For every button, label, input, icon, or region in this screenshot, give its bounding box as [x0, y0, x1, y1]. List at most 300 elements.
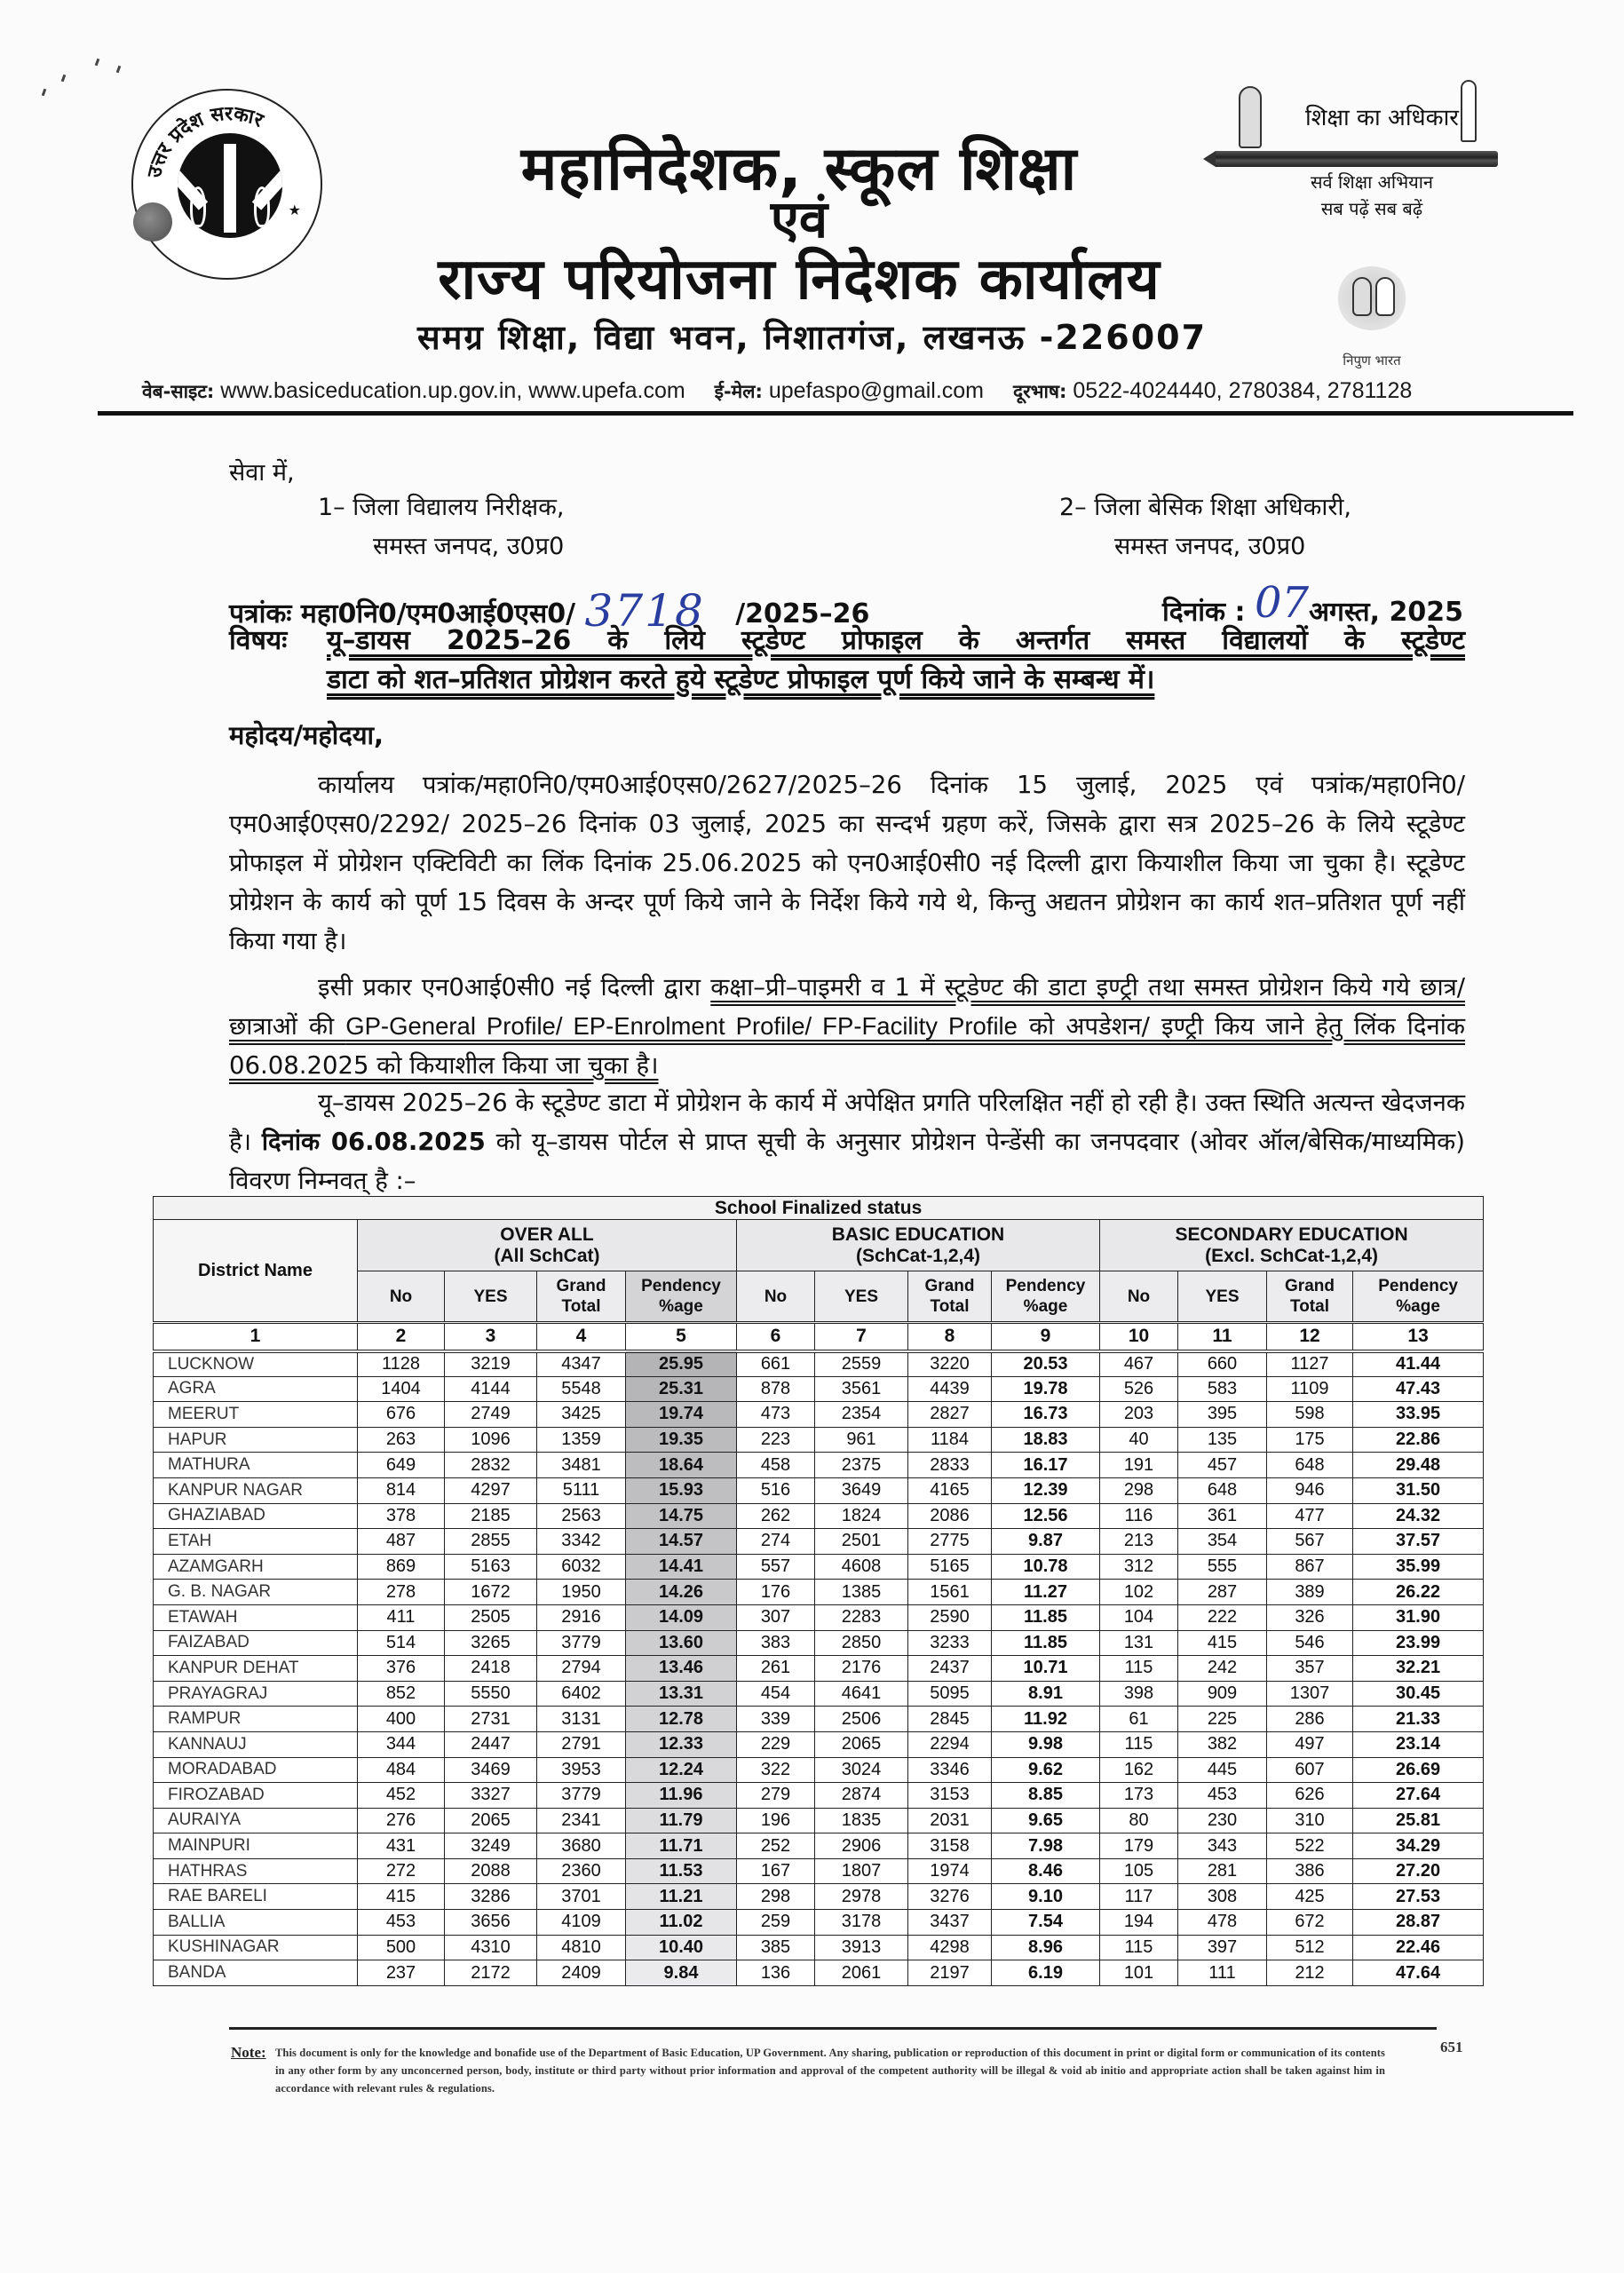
ssa-slogan: [1292, 169, 1452, 222]
count-cell: 1672: [445, 1580, 537, 1605]
overall-pendency-cell: 25.95: [626, 1351, 737, 1377]
pendency-cell: 47.43: [1353, 1376, 1484, 1402]
overall-pendency-cell: 19.35: [626, 1427, 737, 1453]
count-cell: 102: [1100, 1580, 1178, 1605]
count-cell: 389: [1267, 1580, 1353, 1605]
group-header-secondary: [1100, 1220, 1484, 1271]
count-cell: 1404: [358, 1376, 445, 1402]
count-cell: 136: [737, 1960, 815, 1986]
ref-suffix: /2025–26: [735, 598, 870, 630]
count-cell: 514: [358, 1630, 445, 1656]
svg-text:उत्तर प्रदेश सरकार: उत्तर प्रदेश सरकार: [143, 102, 266, 180]
pendency-cell: 7.98: [992, 1833, 1100, 1859]
sub-header-no: [1100, 1271, 1178, 1323]
district-name-cell: FIROZABAD: [154, 1783, 358, 1809]
sub-header-pendency: [1353, 1271, 1484, 1323]
count-cell: 661: [737, 1351, 815, 1377]
pendency-cell: 16.73: [992, 1402, 1100, 1428]
girl-reading-icon: [1239, 86, 1262, 148]
count-cell: 2833: [908, 1453, 992, 1478]
count-cell: 5163: [445, 1554, 537, 1580]
overall-pendency-cell: 11.53: [626, 1858, 737, 1884]
pendency-cell: 31.50: [1353, 1477, 1484, 1503]
overall-pendency-cell: 11.79: [626, 1808, 737, 1833]
pendency-cell: 29.48: [1353, 1453, 1484, 1478]
count-cell: 431: [358, 1833, 445, 1859]
count-cell: 307: [737, 1604, 815, 1630]
count-cell: 229: [737, 1731, 815, 1757]
count-cell: 274: [737, 1529, 815, 1555]
count-cell: 2061: [815, 1960, 908, 1986]
table-bottom-rule: [229, 2027, 1437, 2030]
count-cell: 2172: [445, 1960, 537, 1986]
count-cell: 115: [1100, 1731, 1178, 1757]
count-cell: 3342: [537, 1529, 626, 1555]
paragraph-2-underlined-en: GP-General Profile/ EP-Enrolment Profile/ FP-Facility Profile: [345, 1012, 1018, 1040]
district-name-cell: MATHURA: [154, 1453, 358, 1478]
count-cell: 2855: [445, 1529, 537, 1555]
count-cell: 40: [1100, 1427, 1178, 1453]
count-cell: 286: [1267, 1707, 1353, 1732]
group-secondary-line1: SECONDARY EDUCATION: [1175, 1224, 1408, 1245]
count-cell: 203: [1100, 1402, 1178, 1428]
count-cell: 261: [737, 1656, 815, 1682]
count-cell: 3233: [908, 1630, 992, 1656]
count-cell: 909: [1178, 1681, 1267, 1707]
table-title: School Finalized status: [154, 1197, 1484, 1220]
count-cell: 263: [358, 1427, 445, 1453]
sub-header-grand: [1267, 1271, 1353, 1323]
count-cell: 453: [1178, 1783, 1267, 1809]
paragraph-2-underlined-2: को अपडेशन/ इण्ट्री किय जाने हेतु लिंक दिनांक 06.08.2025 को कियाशील किया जा चुका है।: [229, 1012, 1465, 1080]
count-cell: 252: [737, 1833, 815, 1859]
count-cell: 607: [1267, 1757, 1353, 1783]
paragraph-1: [229, 765, 1465, 961]
sub-header-line2: Total: [561, 1297, 601, 1316]
overall-pendency-cell: 15.93: [626, 1477, 737, 1503]
count-cell: 1835: [815, 1808, 908, 1833]
count-cell: 115: [1100, 1656, 1178, 1682]
ssa-line1: सर्व शिक्षा अभियान: [1310, 171, 1434, 193]
column-number: 4: [537, 1323, 626, 1351]
letterhead: [0, 0, 1624, 426]
count-cell: 1307: [1267, 1681, 1353, 1707]
count-cell: 878: [737, 1376, 815, 1402]
count-cell: 3680: [537, 1833, 626, 1859]
star-icon: ★: [288, 203, 301, 218]
overall-pendency-cell: 11.71: [626, 1833, 737, 1859]
count-cell: 213: [1100, 1529, 1178, 1555]
count-cell: 278: [358, 1580, 445, 1605]
count-cell: 454: [737, 1681, 815, 1707]
count-cell: 452: [358, 1783, 445, 1809]
table-row: [154, 1935, 1484, 1960]
sub-header-line1: Grand: [556, 1277, 606, 1295]
table-row: [154, 1960, 1484, 1986]
district-name-cell: GHAZIABAD: [154, 1503, 358, 1529]
office-address: समग्र शिक्षा, विद्या भवन, निशातगंज, लखनऊ -226007: [417, 318, 1208, 357]
count-cell: 298: [1100, 1477, 1178, 1503]
count-cell: 173: [1100, 1783, 1178, 1809]
pendency-cell: 33.95: [1353, 1402, 1484, 1428]
website-label: वेब-साइट:: [142, 381, 215, 402]
contact-line: [142, 378, 1509, 404]
overall-pendency-cell: 19.74: [626, 1402, 737, 1428]
district-name-cell: KANPUR DEHAT: [154, 1656, 358, 1682]
district-name-cell: RAE BARELI: [154, 1884, 358, 1910]
count-cell: 5548: [537, 1376, 626, 1402]
count-cell: 2065: [445, 1808, 537, 1833]
count-cell: 385: [737, 1935, 815, 1960]
table-row: [154, 1884, 1484, 1910]
count-cell: 4810: [537, 1935, 626, 1960]
count-cell: 3286: [445, 1884, 537, 1910]
website-links[interactable]: www.basiceducation.up.gov.in, www.upefa.com: [220, 378, 685, 403]
pendency-cell: 9.62: [992, 1757, 1100, 1783]
table-row: [154, 1503, 1484, 1529]
column-number: 3: [445, 1323, 537, 1351]
pendency-cell: 47.64: [1353, 1960, 1484, 1986]
district-name-cell: AZAMGARH: [154, 1554, 358, 1580]
sub-header-no: [737, 1271, 815, 1323]
count-cell: 1359: [537, 1427, 626, 1453]
count-cell: 1950: [537, 1580, 626, 1605]
count-cell: 2447: [445, 1731, 537, 1757]
date-label: दिनांक :: [1161, 597, 1246, 628]
count-cell: 4641: [815, 1681, 908, 1707]
count-cell: 3481: [537, 1453, 626, 1478]
nipun-bharat-text: निपुण भारत: [1343, 352, 1401, 368]
count-cell: 1109: [1267, 1376, 1353, 1402]
pendency-cell: 21.33: [1353, 1707, 1484, 1732]
pendency-cell: 27.20: [1353, 1858, 1484, 1884]
count-cell: 2794: [537, 1656, 626, 1682]
pendency-cell: 34.29: [1353, 1833, 1484, 1859]
count-cell: 458: [737, 1453, 815, 1478]
count-cell: 4297: [445, 1477, 537, 1503]
overall-pendency-cell: 14.41: [626, 1554, 737, 1580]
count-cell: 167: [737, 1858, 815, 1884]
count-cell: 310: [1267, 1808, 1353, 1833]
count-cell: 175: [1267, 1427, 1353, 1453]
recipient-1: [318, 488, 564, 566]
count-cell: 2845: [908, 1707, 992, 1732]
count-cell: 526: [1100, 1376, 1178, 1402]
overall-pendency-cell: 12.78: [626, 1707, 737, 1732]
table-row: [154, 1351, 1484, 1377]
count-cell: 583: [1178, 1376, 1267, 1402]
count-cell: 326: [1267, 1604, 1353, 1630]
ref-label: पत्रांकः महा0नि0/एम0आई0एस0/: [229, 598, 576, 630]
count-cell: 378: [358, 1503, 445, 1529]
count-cell: 230: [1178, 1808, 1267, 1833]
ref-number-handwritten: 3718: [584, 585, 705, 637]
count-cell: 4347: [537, 1351, 626, 1377]
sub-header-no: [358, 1271, 445, 1323]
page-number: 651: [1440, 2039, 1463, 2055]
count-cell: 598: [1267, 1402, 1353, 1428]
count-cell: 1127: [1267, 1351, 1353, 1377]
count-cell: 2176: [815, 1656, 908, 1682]
count-cell: 3656: [445, 1910, 537, 1936]
pendency-cell: 26.69: [1353, 1757, 1484, 1783]
pendency-cell: 8.96: [992, 1935, 1100, 1960]
count-cell: 2563: [537, 1503, 626, 1529]
count-cell: 478: [1178, 1910, 1267, 1936]
district-name-cell: MEERUT: [154, 1402, 358, 1428]
count-cell: 567: [1267, 1529, 1353, 1555]
count-cell: 2559: [815, 1351, 908, 1377]
count-cell: 2294: [908, 1731, 992, 1757]
district-name-cell: LUCKNOW: [154, 1351, 358, 1377]
recipient-1-line2: समस्त जनपद, उ0प्र0: [373, 533, 565, 560]
table-row: [154, 1453, 1484, 1478]
count-cell: 5550: [445, 1681, 537, 1707]
office-title-line1: महानिदेशक, स्कूल शिक्षा: [520, 134, 1078, 204]
sub-header-yes: [815, 1271, 908, 1323]
recipient-2-line2: समस्त जनपद, उ0प्र0: [1114, 533, 1306, 560]
group-header-basic: [737, 1220, 1100, 1271]
overall-pendency-cell: 13.60: [626, 1630, 737, 1656]
count-cell: 555: [1178, 1554, 1267, 1580]
pendency-cell: 22.46: [1353, 1935, 1484, 1960]
count-cell: 298: [737, 1884, 815, 1910]
pendency-cell: 32.21: [1353, 1656, 1484, 1682]
note-text: This document is only for the knowledge and bonafide use of the Department of Basic Education, UP Government. Any sharing, publication or reproduction of this document in print or digital form or communication of its contents in any other form by any unconcerned person, body, institute or third party without prior information and approval of the competent authority will be illegal & void ab initio and appropriate action shall be taken against him in accordance with relevant rules & regulations.: [275, 2047, 1385, 2095]
count-cell: 272: [358, 1858, 445, 1884]
count-cell: 179: [1100, 1833, 1178, 1859]
count-cell: 3220: [908, 1351, 992, 1377]
count-cell: 522: [1267, 1833, 1353, 1859]
letterhead-divider: [98, 411, 1573, 416]
count-cell: 4298: [908, 1935, 992, 1960]
pendency-cell: 11.27: [992, 1580, 1100, 1605]
overall-pendency-cell: 11.02: [626, 1910, 737, 1936]
date-rest: अगस्त, 2025: [1309, 597, 1463, 628]
count-cell: 1561: [908, 1580, 992, 1605]
pendency-cell: 8.46: [992, 1858, 1100, 1884]
sub-header-line1: No: [764, 1287, 788, 1306]
office-title-line2: एवं: [770, 189, 828, 249]
count-cell: 445: [1178, 1757, 1267, 1783]
count-cell: 2978: [815, 1884, 908, 1910]
pendency-cell: 23.14: [1353, 1731, 1484, 1757]
count-cell: 262: [737, 1503, 815, 1529]
count-cell: 2874: [815, 1783, 908, 1809]
count-cell: 101: [1100, 1960, 1178, 1986]
count-cell: 115: [1100, 1935, 1178, 1960]
count-cell: 5095: [908, 1681, 992, 1707]
sub-header-grand: [537, 1271, 626, 1323]
column-number: 9: [992, 1323, 1100, 1351]
count-cell: 497: [1267, 1731, 1353, 1757]
count-cell: 2505: [445, 1604, 537, 1630]
pendency-cell: 9.98: [992, 1731, 1100, 1757]
phone-label: दूरभाष:: [1012, 381, 1067, 402]
pendency-cell: 12.56: [992, 1503, 1100, 1529]
count-cell: 2850: [815, 1630, 908, 1656]
subject-line1: यू–डायस 2025–26 के लिये स्टूडेण्ट प्रोफाइल के अन्तर्गत समस्त विद्यालयों के स्टूडेण्ट: [327, 625, 1465, 656]
count-cell: 2197: [908, 1960, 992, 1986]
count-cell: 546: [1267, 1630, 1353, 1656]
count-cell: 4608: [815, 1554, 908, 1580]
child-icon: [1352, 277, 1372, 316]
note-label: Note:: [231, 2044, 266, 2061]
count-cell: 287: [1178, 1580, 1267, 1605]
count-cell: 3561: [815, 1376, 908, 1402]
table-row: [154, 1529, 1484, 1555]
pencil-icon: [1216, 151, 1498, 167]
count-cell: 104: [1100, 1604, 1178, 1630]
date-day-handwritten: 07: [1255, 578, 1310, 628]
sub-header-grand: [908, 1271, 992, 1323]
district-name-cell: HAPUR: [154, 1427, 358, 1453]
ssa-line2: सब पढ़ें सब बढ़ें: [1320, 198, 1423, 219]
count-cell: 3276: [908, 1884, 992, 1910]
table-body: [154, 1351, 1484, 1986]
sub-header-pendency: [626, 1271, 737, 1323]
sub-header-line1: No: [389, 1287, 413, 1306]
group-overall-line2: (All SchCat): [494, 1245, 600, 1266]
column-number: 6: [737, 1323, 815, 1351]
count-cell: 6402: [537, 1681, 626, 1707]
count-cell: 2827: [908, 1402, 992, 1428]
count-cell: 131: [1100, 1630, 1178, 1656]
sub-header-line1: Grand: [1285, 1277, 1335, 1295]
count-cell: 869: [358, 1554, 445, 1580]
email-link[interactable]: upefaspo@gmail.com: [768, 378, 985, 403]
sub-header-yes: [1178, 1271, 1267, 1323]
count-cell: 852: [358, 1681, 445, 1707]
count-cell: 398: [1100, 1681, 1178, 1707]
group-header-overall: [358, 1220, 737, 1271]
count-cell: 3024: [815, 1757, 908, 1783]
up-government-emblem-icon: [131, 89, 322, 280]
sub-header-line2: Total: [930, 1297, 970, 1316]
count-cell: 2354: [815, 1402, 908, 1428]
count-cell: 4439: [908, 1376, 992, 1402]
count-cell: 1096: [445, 1427, 537, 1453]
count-cell: 2590: [908, 1604, 992, 1630]
count-cell: 648: [1267, 1453, 1353, 1478]
emblem-tree-fish-icon: [178, 133, 282, 238]
pendency-cell: 18.83: [992, 1427, 1100, 1453]
table-row: [154, 1910, 1484, 1936]
overall-pendency-cell: 12.24: [626, 1757, 737, 1783]
district-name-cell: PRAYAGRAJ: [154, 1681, 358, 1707]
count-cell: 415: [1178, 1630, 1267, 1656]
district-name-cell: RAMPUR: [154, 1707, 358, 1732]
group-basic-line2: (SchCat-1,2,4): [855, 1245, 981, 1266]
count-cell: 223: [737, 1427, 815, 1453]
pendency-cell: 30.45: [1353, 1681, 1484, 1707]
count-cell: 5111: [537, 1477, 626, 1503]
count-cell: 111: [1178, 1960, 1267, 1986]
count-cell: 512: [1267, 1935, 1353, 1960]
count-cell: 279: [737, 1783, 815, 1809]
pendency-cell: 11.85: [992, 1630, 1100, 1656]
count-cell: 80: [1100, 1808, 1178, 1833]
pendency-cell: 9.10: [992, 1884, 1100, 1910]
pendency-cell: 10.78: [992, 1554, 1100, 1580]
count-cell: 386: [1267, 1858, 1353, 1884]
count-cell: 814: [358, 1477, 445, 1503]
count-cell: 194: [1100, 1910, 1178, 1936]
count-cell: 425: [1267, 1884, 1353, 1910]
count-cell: 1128: [358, 1351, 445, 1377]
sub-header-line2: %age: [1023, 1297, 1068, 1316]
count-cell: 116: [1100, 1503, 1178, 1529]
overall-pendency-cell: 14.75: [626, 1503, 737, 1529]
district-name-cell: G. B. NAGAR: [154, 1580, 358, 1605]
child-icon: [1375, 277, 1395, 316]
count-cell: 2088: [445, 1858, 537, 1884]
count-cell: 867: [1267, 1554, 1353, 1580]
overall-pendency-cell: 25.31: [626, 1376, 737, 1402]
column-number: 8: [908, 1323, 992, 1351]
count-cell: 344: [358, 1731, 445, 1757]
count-cell: 237: [358, 1960, 445, 1986]
count-cell: 343: [1178, 1833, 1267, 1859]
column-number: 5: [626, 1323, 737, 1351]
pendency-cell: 6.19: [992, 1960, 1100, 1986]
count-cell: 2185: [445, 1503, 537, 1529]
count-cell: 3425: [537, 1402, 626, 1428]
count-cell: 3913: [815, 1935, 908, 1960]
overall-pendency-cell: 12.33: [626, 1731, 737, 1757]
pendency-cell: 12.39: [992, 1477, 1100, 1503]
count-cell: 648: [1178, 1477, 1267, 1503]
paragraph-3-part2: को यू–डायस पोर्टल से प्राप्त सूची के अनुसार प्रोग्रेशन पेन्डेंसी का जनपदवार (ओवर ऑल/बेसिक/माध्यमिक) विवरण निम्नवत् है :–: [229, 1128, 1465, 1195]
table-row: [154, 1858, 1484, 1884]
pendency-cell: 22.86: [1353, 1427, 1484, 1453]
pendency-cell: 28.87: [1353, 1910, 1484, 1936]
sub-header-line1: Grand: [924, 1277, 975, 1295]
recipient-2-line1: 2– जिला बेसिक शिक्षा अधिकारी,: [1059, 494, 1352, 521]
count-cell: 2086: [908, 1503, 992, 1529]
count-cell: 212: [1267, 1960, 1353, 1986]
count-cell: 242: [1178, 1656, 1267, 1682]
count-cell: 281: [1178, 1858, 1267, 1884]
rte-logo-text: शिक्षा का अधिकार: [1305, 105, 1459, 131]
count-cell: 4165: [908, 1477, 992, 1503]
count-cell: 3701: [537, 1884, 626, 1910]
count-cell: 196: [737, 1808, 815, 1833]
pendency-cell: 20.53: [992, 1351, 1100, 1377]
count-cell: 3469: [445, 1757, 537, 1783]
nipun-bharat-logo-icon: [1336, 266, 1407, 330]
pendency-cell: 26.22: [1353, 1580, 1484, 1605]
count-cell: 4109: [537, 1910, 626, 1936]
count-cell: 2775: [908, 1529, 992, 1555]
count-cell: 3779: [537, 1783, 626, 1809]
sub-header-pendency: [992, 1271, 1100, 1323]
column-number: 7: [815, 1323, 908, 1351]
subject-line2: डाटा को शत–प्रतिशत प्रोग्रेशन करते हुये स्टूडेण्ट प्रोफाइल पूर्ण किये जाने के सम्बन्ध में।: [327, 664, 1155, 695]
overall-pendency-cell: 11.21: [626, 1884, 737, 1910]
overall-pendency-cell: 11.96: [626, 1783, 737, 1809]
count-cell: 6032: [537, 1554, 626, 1580]
count-cell: 276: [358, 1808, 445, 1833]
table-row: [154, 1808, 1484, 1833]
pendency-cell: 27.64: [1353, 1783, 1484, 1809]
count-cell: 1974: [908, 1858, 992, 1884]
punch-hole: [133, 202, 172, 242]
count-cell: 557: [737, 1554, 815, 1580]
paragraph-2-plain: इसी प्रकार एन0आई0सी0 नई दिल्ली द्वारा: [318, 973, 711, 1002]
count-cell: 2375: [815, 1453, 908, 1478]
count-cell: 3649: [815, 1477, 908, 1503]
